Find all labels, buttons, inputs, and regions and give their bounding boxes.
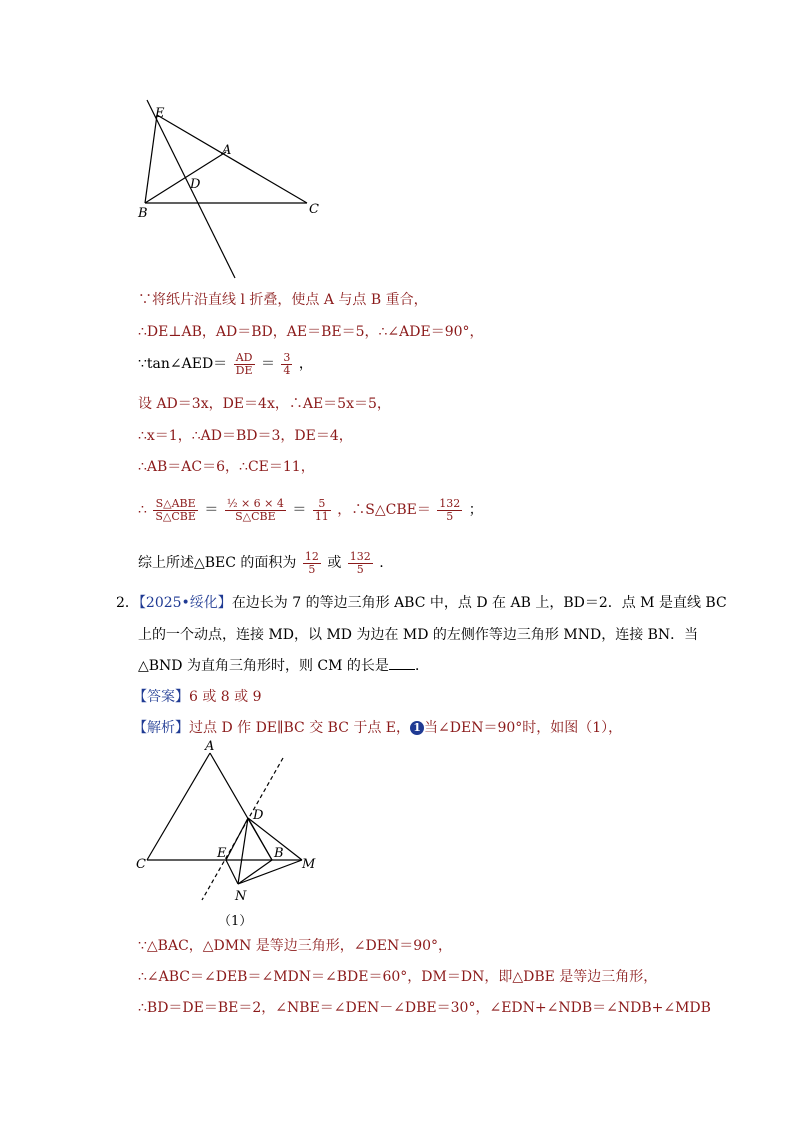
figure-2-caption: （1） (218, 914, 253, 929)
label-N2: N (235, 889, 247, 904)
q2-line-2: 上的一个动点，连接 MD，以 MD 为边在 MD 的左侧作等边三角形 MND，连接 BN．当 (138, 627, 699, 643)
sol1-line-1: ∵将纸片沿直线 l 折叠，使点 A 与点 B 重合， (138, 292, 428, 308)
q2-line-3: △BND 为直角三角形时，则 CM 的长是 ． (138, 658, 429, 674)
figure-2-equilateral (130, 738, 330, 933)
sol1-line-8: 综上所述△BEC 的面积为 $\frac{12}{5}$ 或 $\frac{132}{5}$ . (138, 549, 384, 576)
circled-number-1: 1 (410, 721, 424, 735)
q2-line-1: 2．【2025•绥化】在边长为 7 的等边三角形 ABC 中，点 D 在 AB 上，BD＝2．点 M 是直线 BC (116, 595, 727, 611)
label-D: D (190, 177, 201, 192)
label-E: E (155, 106, 165, 121)
sol1-line-2: ∴DE⊥AB，AD＝BD，AE＝BE＝5，∴∠ADE＝90°， (138, 324, 484, 340)
label-M2: M (302, 857, 316, 872)
label-D2: D (253, 808, 264, 823)
sol1-line-3: ∵tan∠AED＝ $\frac{AD}{DE}$ ＝ $\frac{3}{4}$ ， (138, 350, 313, 377)
label-A2: A (205, 739, 215, 754)
label-B: B (138, 206, 148, 221)
q2-answer: 【答案】6 或 8 或 9 (133, 689, 262, 705)
label-E2: E (217, 846, 227, 861)
sol1-line-4: 设 AD＝3x，DE＝4x，∴AE＝5x＝5， (138, 396, 391, 412)
label-C2: C (136, 857, 146, 872)
sol2-line-3: ∴BD＝DE＝BE＝2，∠NBE＝∠DEN－∠DBE＝30°，∠EDN+∠NDB＝∠NDB+∠MDB (138, 1000, 711, 1016)
q2-analysis: 【解析】过点 D 作 DE∥BC 交 BC 于点 E， 1 当∠DEN＝90°时，如图（1）， (133, 720, 623, 736)
answer-blank (389, 657, 415, 670)
sol1-line-5: ∴x＝1，∴AD＝BD＝3，DE＝4， (138, 428, 353, 444)
sol2-line-2: ∴∠ABC＝∠DEB＝∠MDN＝∠BDE＝60°，DM＝DN，即△DBE 是等边三角形， (138, 969, 658, 985)
sol1-line-7: ∴ $\frac{\text{S△ABE}}{\text{S△CBE}}$ ＝ $\frac{\text{½ × 6 × 4}}{\text{S△CBE}}$ ＝ $\frac{5}{11}$ ，∴S△CBE＝ $\frac{132}{5}$ ； (138, 496, 483, 523)
sol1-line-6: ∴AB＝AC＝6，∴CE＝11， (138, 459, 315, 475)
figure-1-triangle (130, 95, 340, 285)
sol2-line-1: ∵△BAC，△DMN 是等边三角形，∠DEN＝90°， (138, 938, 453, 954)
label-B2: B (274, 846, 284, 861)
label-A: A (222, 143, 232, 158)
q2-source: 【2025•绥化】 (138, 595, 232, 611)
label-C: C (309, 202, 319, 217)
